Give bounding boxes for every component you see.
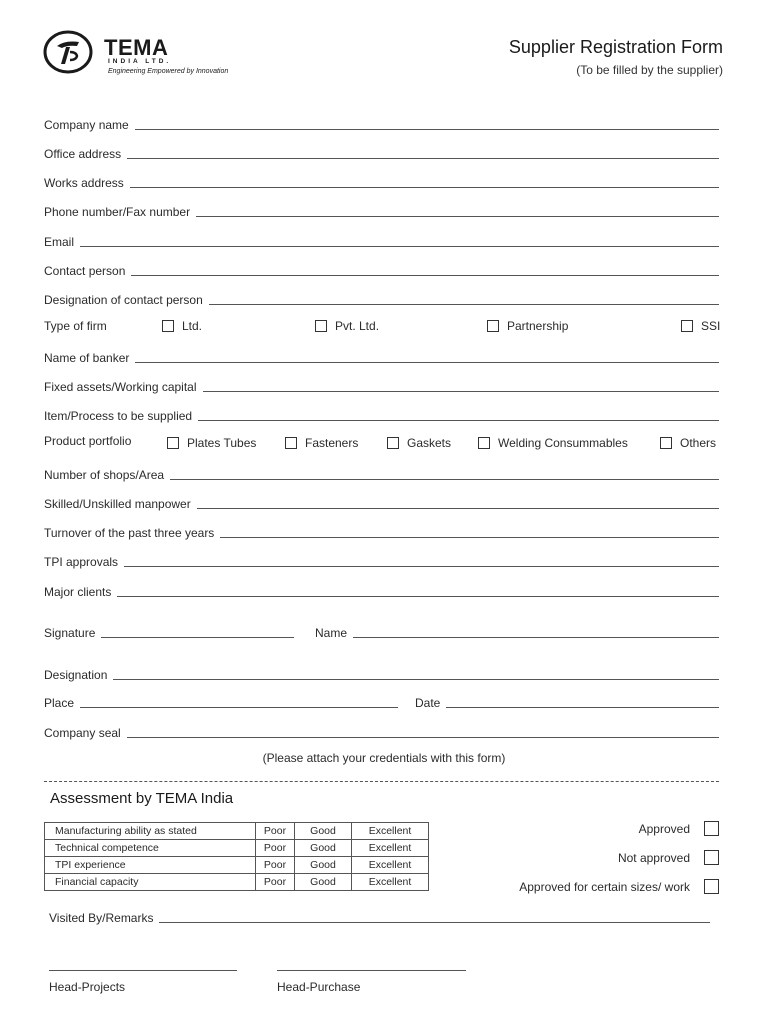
checkbox[interactable] — [681, 320, 693, 332]
works-address-field[interactable] — [44, 172, 719, 190]
rating-good-cell[interactable]: Good — [295, 840, 352, 857]
rating-poor-cell[interactable]: Poor — [256, 840, 295, 857]
major-clients-field[interactable] — [44, 581, 719, 599]
field-label: Fixed assets/Working capital — [44, 380, 197, 394]
criterion-cell: TPI experience — [45, 857, 256, 874]
input-line[interactable] — [220, 537, 719, 538]
tpi-approvals-field[interactable] — [44, 551, 719, 569]
input-line[interactable] — [80, 246, 719, 247]
place-field[interactable] — [44, 692, 398, 710]
criterion-cell: Technical competence — [45, 840, 256, 857]
status-label: Not approved — [617, 850, 690, 865]
input-line[interactable] — [127, 158, 719, 159]
field-label: Name of banker — [44, 351, 130, 365]
input-line[interactable] — [198, 420, 719, 421]
rating-poor-cell[interactable]: Poor — [256, 874, 295, 891]
contact-person-field[interactable] — [44, 260, 719, 278]
field-label: Signature — [44, 626, 96, 640]
head-projects-signature-line[interactable] — [49, 970, 237, 971]
field-label: Place — [44, 696, 75, 710]
turnover-field[interactable] — [44, 522, 719, 540]
checkbox[interactable] — [162, 320, 174, 332]
head-projects-label: Head-Projects — [49, 980, 126, 994]
product-portfolio-row — [44, 436, 719, 454]
designation-contact-field[interactable] — [44, 289, 719, 307]
checkbox[interactable] — [387, 437, 399, 449]
field-label: Date — [415, 696, 441, 710]
input-line[interactable] — [113, 679, 719, 680]
input-line[interactable] — [159, 922, 710, 923]
field-label: Turnover of the past three years — [44, 526, 215, 540]
checkbox[interactable] — [704, 821, 719, 836]
firm-option-ssi[interactable]: SSI — [681, 319, 720, 333]
rating-poor-cell[interactable]: Poor — [256, 823, 295, 840]
field-label: Office address — [44, 147, 122, 161]
field-label: Phone number/Fax number — [44, 205, 191, 219]
rating-good-cell[interactable]: Good — [295, 874, 352, 891]
portfolio-option-welding[interactable]: Welding Consummables — [478, 436, 628, 450]
brand-name: TEMA — [104, 35, 169, 60]
phone-fax-field[interactable] — [44, 201, 719, 219]
name-field[interactable] — [315, 622, 719, 640]
form-title: Supplier Registration Form — [508, 37, 723, 57]
input-line[interactable] — [117, 596, 719, 597]
field-label: Contact person — [44, 264, 126, 278]
status-label: Approved for certain sizes/ work — [519, 879, 690, 894]
rating-excellent-cell[interactable]: Excellent — [352, 823, 429, 840]
status-label: Approved — [638, 821, 690, 836]
criterion-cell: Manufacturing ability as stated — [45, 823, 256, 840]
credentials-note: (Please attach your credentials with this form) — [262, 751, 506, 765]
rating-good-cell[interactable]: Good — [295, 823, 352, 840]
number-of-shops-field[interactable] — [44, 464, 719, 482]
designation-field[interactable] — [44, 664, 719, 682]
input-line[interactable] — [131, 275, 719, 276]
input-line[interactable] — [135, 129, 719, 130]
signature-field[interactable] — [44, 622, 294, 640]
rating-good-cell[interactable]: Good — [295, 857, 352, 874]
input-line[interactable] — [197, 508, 719, 509]
portfolio-option-fasteners[interactable]: Fasteners — [285, 436, 358, 450]
firm-option-ltd[interactable]: Ltd. — [162, 319, 202, 333]
checkbox[interactable] — [285, 437, 297, 449]
field-label: Type of firm — [44, 319, 107, 333]
manpower-field[interactable] — [44, 493, 719, 511]
field-label: Name — [315, 626, 348, 640]
status-not-approved[interactable] — [618, 850, 719, 865]
rating-excellent-cell[interactable]: Excellent — [352, 857, 429, 874]
field-label: Visited By/Remarks — [49, 911, 154, 925]
input-line[interactable] — [170, 479, 719, 480]
table-row — [45, 857, 429, 874]
field-label: Major clients — [44, 585, 112, 599]
portfolio-option-gaskets[interactable]: Gaskets — [387, 436, 451, 450]
checkbox[interactable] — [487, 320, 499, 332]
firm-option-pvt-ltd[interactable]: Pvt. Ltd. — [315, 319, 379, 333]
name-of-banker-field[interactable] — [44, 347, 719, 365]
field-label: Works address — [44, 176, 124, 190]
table-row — [45, 874, 429, 891]
assessment-table — [44, 822, 429, 891]
input-line[interactable] — [127, 737, 719, 738]
tema-logo-icon — [43, 30, 93, 74]
checkbox[interactable] — [704, 879, 719, 894]
office-address-field[interactable] — [44, 143, 719, 161]
field-label: Product portfolio — [44, 434, 132, 448]
dashed-divider — [44, 781, 719, 782]
input-line[interactable] — [135, 362, 719, 363]
input-line[interactable] — [203, 391, 719, 392]
field-label: Email — [44, 235, 75, 249]
field-label: Designation of contact person — [44, 293, 203, 307]
email-field[interactable] — [44, 231, 719, 249]
head-purchase-label: Head-Purchase — [277, 980, 361, 994]
input-line[interactable] — [209, 304, 719, 305]
table-row — [45, 823, 429, 840]
assessment-title: Assessment by TEMA India — [50, 790, 234, 807]
company-name-field[interactable] — [44, 114, 719, 132]
input-line[interactable] — [101, 637, 294, 638]
status-approved[interactable] — [639, 821, 719, 836]
checkbox[interactable] — [315, 320, 327, 332]
visited-by-field[interactable] — [49, 907, 710, 925]
rating-excellent-cell[interactable]: Excellent — [352, 840, 429, 857]
field-label: TPI approvals — [44, 555, 119, 569]
rating-excellent-cell[interactable]: Excellent — [352, 874, 429, 891]
input-line[interactable] — [353, 637, 719, 638]
checkbox[interactable] — [167, 437, 179, 449]
date-field[interactable] — [415, 692, 719, 710]
brand-subtitle: INDIA LTD. — [108, 58, 172, 65]
checkbox[interactable] — [478, 437, 490, 449]
item-process-field[interactable] — [44, 405, 719, 423]
head-purchase-signature-line[interactable] — [277, 970, 466, 971]
checkbox[interactable] — [660, 437, 672, 449]
firm-option-partnership[interactable]: Partnership — [487, 319, 568, 333]
criterion-cell: Financial capacity — [45, 874, 256, 891]
form-subtitle: (To be filled by the supplier) — [576, 63, 723, 77]
fixed-assets-field[interactable] — [44, 376, 719, 394]
input-line[interactable] — [446, 707, 719, 708]
input-line[interactable] — [130, 187, 719, 188]
field-label: Skilled/Unskilled manpower — [44, 497, 191, 511]
brand-tagline: Engineering Empowered by Innovation — [108, 68, 229, 75]
rating-poor-cell[interactable]: Poor — [256, 857, 295, 874]
input-line[interactable] — [124, 566, 719, 567]
field-label: Company seal — [44, 726, 121, 740]
portfolio-option-plates-tubes[interactable]: Plates Tubes — [167, 436, 256, 450]
input-line[interactable] — [80, 707, 398, 708]
company-seal-field[interactable] — [44, 722, 719, 740]
field-label: Number of shops/Area — [44, 468, 165, 482]
checkbox[interactable] — [704, 850, 719, 865]
type-of-firm-row — [44, 319, 719, 337]
field-label: Company name — [44, 118, 129, 132]
input-line[interactable] — [196, 216, 719, 217]
field-label: Item/Process to be supplied — [44, 409, 193, 423]
status-approved-certain[interactable] — [519, 879, 719, 894]
portfolio-option-others[interactable]: Others — [660, 436, 716, 450]
table-row — [45, 840, 429, 857]
field-label: Designation — [44, 668, 108, 682]
